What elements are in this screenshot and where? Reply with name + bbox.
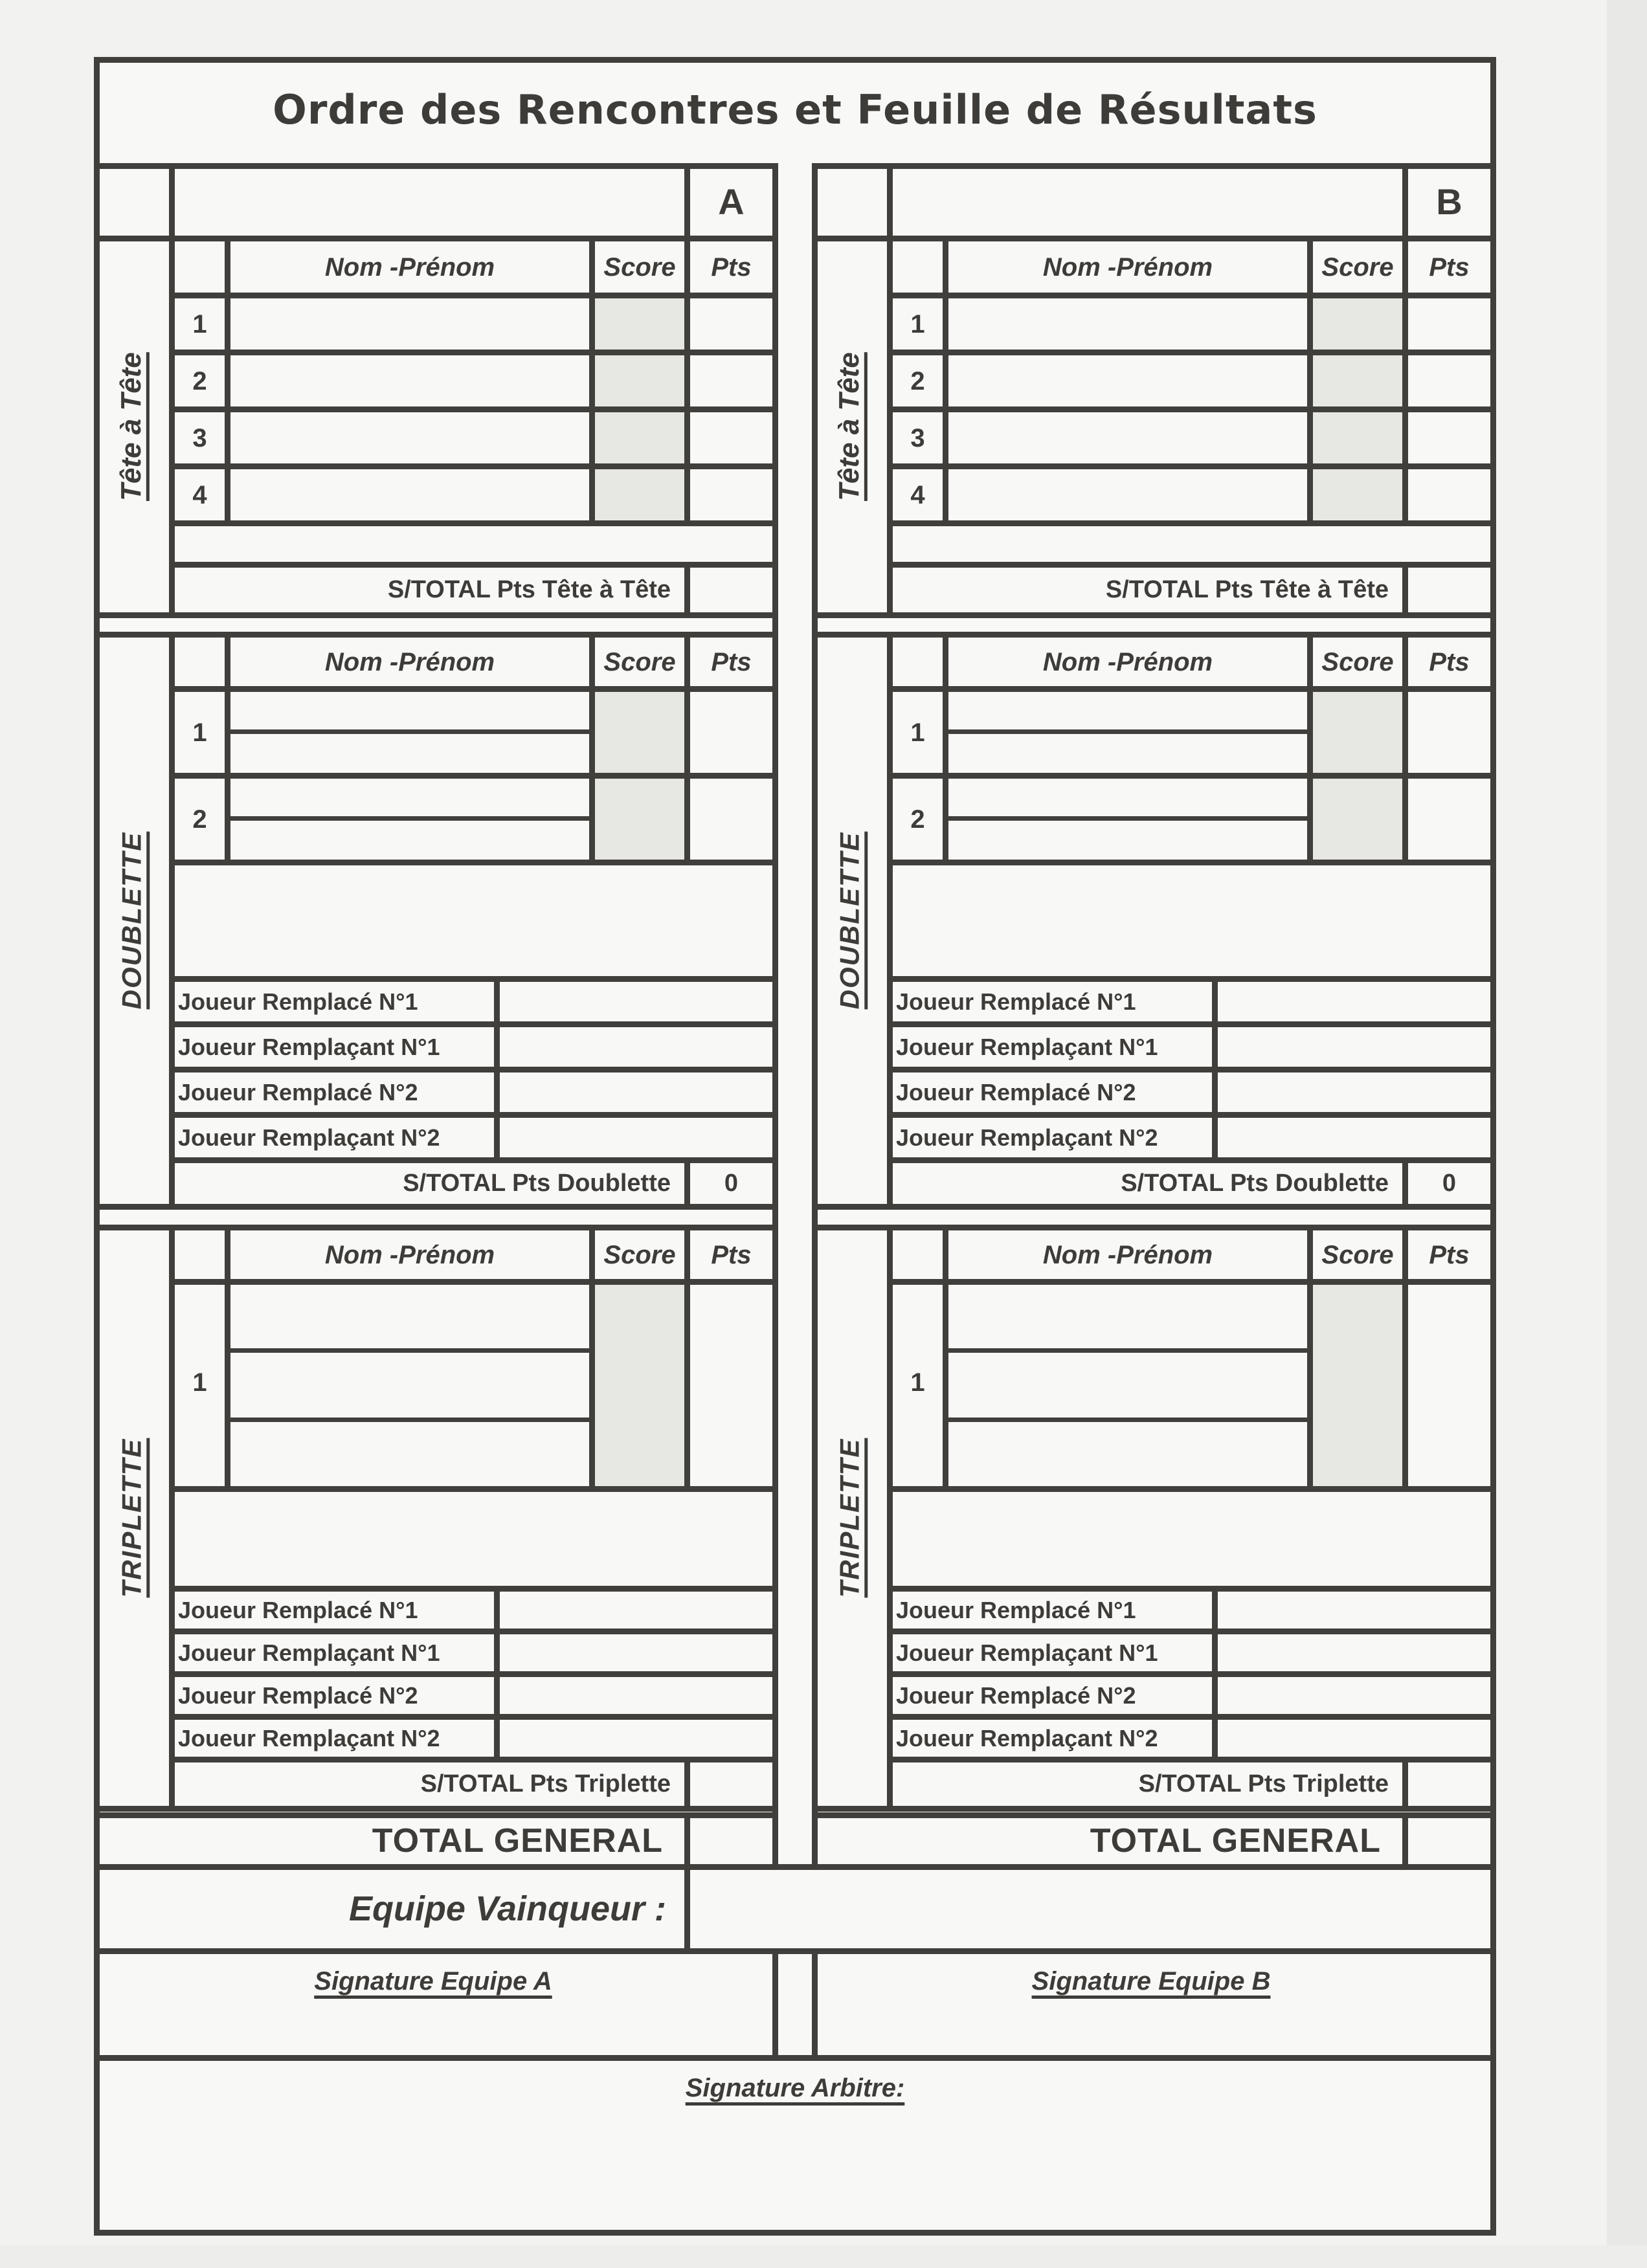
grid-line <box>169 293 772 298</box>
grid-line <box>887 1486 1490 1492</box>
grid-line <box>887 350 1490 355</box>
grid-line <box>943 816 1313 821</box>
tete-row-number: 2 <box>910 366 925 395</box>
col-header-name: Nom -Prénom <box>324 647 495 676</box>
doublette-row-number: 1 <box>192 718 207 747</box>
grid-line <box>169 1021 772 1027</box>
grid-line <box>169 562 772 568</box>
tete-row-number: 3 <box>192 423 207 452</box>
grid-line <box>1212 976 1218 1163</box>
grid-line <box>887 1279 1490 1285</box>
grid-line <box>887 1225 893 1812</box>
col-header-name: Nom -Prénom <box>1042 647 1213 676</box>
col-header-name: Nom -Prénom <box>1042 252 1213 282</box>
grid-line <box>887 1157 1490 1163</box>
replaced-player-1-label: Joueur Remplacé N°1 <box>896 1596 1136 1623</box>
grid-line <box>887 1714 1490 1720</box>
grid-line <box>169 686 772 692</box>
grid-line <box>169 1225 175 1812</box>
grid-line <box>943 1348 1313 1353</box>
grid-line <box>887 163 893 236</box>
grid-line <box>1402 236 1408 526</box>
scan-edge <box>1607 0 1647 2268</box>
grid-line <box>684 163 690 236</box>
col-header-pts: Pts <box>1429 1240 1470 1269</box>
replaced-player-2-label: Joueur Remplacé N°2 <box>178 1078 418 1106</box>
sidebar-label-doublette-b: DOUBLETTE <box>833 832 864 1010</box>
col-header-pts: Pts <box>711 647 752 676</box>
replacement-player-2-label: Joueur Remplaçant N°2 <box>896 1724 1158 1751</box>
triplette-subtotal-label: S/TOTAL Pts Triplette <box>1138 1770 1389 1797</box>
replacement-player-1-label: Joueur Remplaçant N°1 <box>896 1639 1158 1666</box>
grid-line <box>169 860 772 865</box>
sidebar-label-triplette-b: TRIPLETTE <box>833 1438 864 1598</box>
grid-line <box>169 632 175 1210</box>
grid-line <box>94 163 772 169</box>
grid-line <box>169 1112 772 1118</box>
grid-line <box>225 632 230 865</box>
grid-line <box>94 1225 772 1230</box>
grid-line <box>887 1067 1490 1073</box>
total-general-label: TOTAL GENERAL <box>1090 1822 1381 1860</box>
grid-line <box>589 1225 595 1492</box>
grid-line <box>94 1204 772 1210</box>
doublette-subtotal-label: S/TOTAL Pts Doublette <box>403 1169 671 1197</box>
col-header-pts: Pts <box>1429 252 1470 282</box>
signature-team-b-label: Signature Equipe B <box>1031 1967 1271 1996</box>
grid-line <box>812 632 1490 638</box>
grid-line <box>225 816 595 821</box>
tete-row-number: 1 <box>910 309 925 339</box>
grid-line <box>943 1418 1313 1422</box>
grid-line <box>812 163 1490 169</box>
replacement-player-1-label: Joueur Remplaçant N°1 <box>896 1033 1158 1060</box>
page-title: Ordre des Rencontres et Feuille de Résultats <box>273 86 1317 134</box>
grid-line <box>812 1204 1490 1210</box>
grid-line <box>169 1157 772 1163</box>
col-header-score: Score <box>1321 647 1394 676</box>
grid-line <box>94 632 772 638</box>
grid-line <box>494 976 500 1163</box>
grid-line <box>684 1864 690 1954</box>
grid-line <box>887 773 1490 779</box>
grid-line <box>684 236 690 526</box>
grid-line <box>887 1112 1490 1118</box>
grid-line <box>169 1757 772 1762</box>
grid-line <box>812 1806 1490 1812</box>
replaced-player-2-label: Joueur Remplacé N°2 <box>896 1078 1136 1106</box>
col-header-name: Nom -Prénom <box>324 252 495 282</box>
total-general-label: TOTAL GENERAL <box>372 1822 663 1860</box>
triplette-subtotal-label: S/TOTAL Pts Triplette <box>420 1770 671 1797</box>
grid-line <box>225 729 595 734</box>
grid-line <box>169 1629 772 1634</box>
grid-line <box>225 236 230 526</box>
grid-line <box>684 1157 690 1210</box>
signature-referee-label: Signature Arbitre: <box>685 2074 905 2102</box>
replacement-player-2-label: Joueur Remplaçant N°2 <box>178 1724 440 1751</box>
grid-line <box>887 463 1490 469</box>
grid-line <box>887 1629 1490 1634</box>
grid-line <box>169 976 772 982</box>
replaced-player-1-label: Joueur Remplacé N°1 <box>178 1596 418 1623</box>
tete-subtotal-label: S/TOTAL Pts Tête à Tête <box>387 576 671 604</box>
grid-line <box>887 520 1490 526</box>
col-header-name: Nom -Prénom <box>1042 1240 1213 1269</box>
grid-line <box>812 612 1490 618</box>
score-column-shading <box>1307 1279 1408 1486</box>
grid-line <box>169 1586 772 1592</box>
replacement-player-2-label: Joueur Remplaçant N°2 <box>896 1124 1158 1151</box>
triplette-subtotal-value <box>1408 1762 1490 1806</box>
grid-line <box>887 236 893 618</box>
grid-line <box>169 350 772 355</box>
grid-line <box>1402 163 1408 236</box>
doublette-row-number: 1 <box>910 718 925 747</box>
replaced-player-1-label: Joueur Remplacé N°1 <box>178 988 418 1015</box>
team-a-letter: A <box>718 181 745 223</box>
grid-line <box>169 1714 772 1720</box>
col-header-score: Score <box>1321 1240 1394 1269</box>
grid-line <box>1402 1757 1408 1812</box>
grid-line <box>169 520 772 526</box>
replaced-player-1-label: Joueur Remplacé N°1 <box>896 988 1136 1015</box>
col-header-pts: Pts <box>1429 647 1470 676</box>
signature-team-a-label: Signature Equipe A <box>314 1967 552 1996</box>
grid-line <box>943 729 1313 734</box>
tete-subtotal-value <box>690 568 772 613</box>
grid-line <box>684 1757 690 1812</box>
team-b-letter: B <box>1436 181 1462 223</box>
total-general-value-cell <box>690 1818 772 1864</box>
tete-row-number: 1 <box>192 309 207 339</box>
grid-line <box>943 632 948 865</box>
grid-line <box>169 1486 772 1492</box>
grid-line <box>1212 1586 1218 1762</box>
grid-line <box>225 1225 230 1492</box>
doublette-subtotal-value: 0 <box>1442 1169 1457 1197</box>
grid-line <box>812 236 1490 241</box>
grid-line <box>943 1225 948 1492</box>
grid-line <box>1402 1812 1408 1870</box>
tete-row-number: 3 <box>910 423 925 452</box>
sidebar-label-triplette-a: TRIPLETTE <box>115 1438 146 1598</box>
grid-line <box>494 1586 500 1762</box>
grid-line <box>169 163 175 236</box>
grid-line <box>887 293 1490 298</box>
grid-line <box>1402 632 1408 865</box>
grid-line <box>169 773 772 779</box>
grid-line <box>225 1418 595 1422</box>
replacement-player-1-label: Joueur Remplaçant N°1 <box>178 1639 440 1666</box>
tete-row-number: 2 <box>192 366 207 395</box>
triplette-subtotal-value <box>690 1762 772 1806</box>
grid-line <box>887 406 1490 412</box>
grid-line <box>812 1225 1490 1230</box>
grid-line <box>169 463 772 469</box>
grid-line <box>1307 1225 1313 1492</box>
grid-line <box>887 1671 1490 1677</box>
grid-line <box>94 612 772 618</box>
grid-line <box>94 1806 772 1812</box>
grid-line <box>1402 1225 1408 1492</box>
doublette-subtotal-label: S/TOTAL Pts Doublette <box>1121 1169 1389 1197</box>
grid-line <box>1307 632 1313 865</box>
triplette-row-number: 1 <box>910 1368 925 1397</box>
doublette-row-number: 2 <box>910 805 925 834</box>
col-header-pts: Pts <box>711 1240 752 1269</box>
total-general-value-cell <box>1408 1818 1490 1864</box>
grid-line <box>169 1279 772 1285</box>
grid-line <box>772 1948 778 2061</box>
grid-line <box>887 1586 1490 1592</box>
grid-line <box>1402 562 1408 618</box>
replaced-player-2-label: Joueur Remplacé N°2 <box>896 1682 1136 1709</box>
grid-line <box>887 1021 1490 1027</box>
col-header-score: Score <box>603 252 676 282</box>
tete-subtotal-label: S/TOTAL Pts Tête à Tête <box>1105 576 1389 604</box>
col-header-score: Score <box>1321 252 1394 282</box>
grid-line <box>94 236 772 241</box>
grid-line <box>169 236 175 618</box>
tete-row-number: 4 <box>192 480 207 509</box>
score-column-shading <box>589 1279 690 1486</box>
replaced-player-2-label: Joueur Remplacé N°2 <box>178 1682 418 1709</box>
grid-line <box>169 406 772 412</box>
col-header-pts: Pts <box>711 252 752 282</box>
tete-row-number: 4 <box>910 480 925 509</box>
grid-line <box>684 1812 690 1870</box>
grid-line <box>684 1225 690 1492</box>
grid-line <box>589 632 595 865</box>
grid-line <box>684 562 690 618</box>
grid-line <box>812 1812 1490 1818</box>
grid-line <box>887 562 1490 568</box>
winner-value-cell <box>690 1870 1490 1948</box>
sidebar-label-doublette-a: DOUBLETTE <box>115 832 146 1010</box>
replacement-player-2-label: Joueur Remplaçant N°2 <box>178 1124 440 1151</box>
grid-line <box>1490 57 1496 2236</box>
sidebar-label-tete-a: Tête à Tête <box>115 352 147 502</box>
grid-line <box>1307 236 1313 526</box>
grid-line <box>589 236 595 526</box>
grid-line <box>887 1757 1490 1762</box>
grid-line <box>94 1812 772 1818</box>
grid-line <box>684 632 690 865</box>
grid-line <box>943 236 948 526</box>
grid-line <box>169 1067 772 1073</box>
grid-line <box>169 1671 772 1677</box>
grid-line <box>887 860 1490 865</box>
grid-line <box>772 163 778 1870</box>
winner-team-label: Equipe Vainqueur : <box>348 1889 666 1929</box>
grid-line <box>887 686 1490 692</box>
col-header-score: Score <box>603 647 676 676</box>
tete-subtotal-value <box>1408 568 1490 613</box>
grid-line <box>1402 1157 1408 1210</box>
doublette-row-number: 2 <box>192 805 207 834</box>
scan-edge <box>0 2245 1647 2268</box>
grid-line <box>887 632 893 1210</box>
triplette-row-number: 1 <box>192 1368 207 1397</box>
grid-line <box>887 976 1490 982</box>
col-header-name: Nom -Prénom <box>324 1240 495 1269</box>
replacement-player-1-label: Joueur Remplaçant N°1 <box>178 1033 440 1060</box>
doublette-subtotal-value: 0 <box>724 1169 739 1197</box>
grid-line <box>225 1348 595 1353</box>
sidebar-label-tete-b: Tête à Tête <box>833 352 865 502</box>
col-header-score: Score <box>603 1240 676 1269</box>
